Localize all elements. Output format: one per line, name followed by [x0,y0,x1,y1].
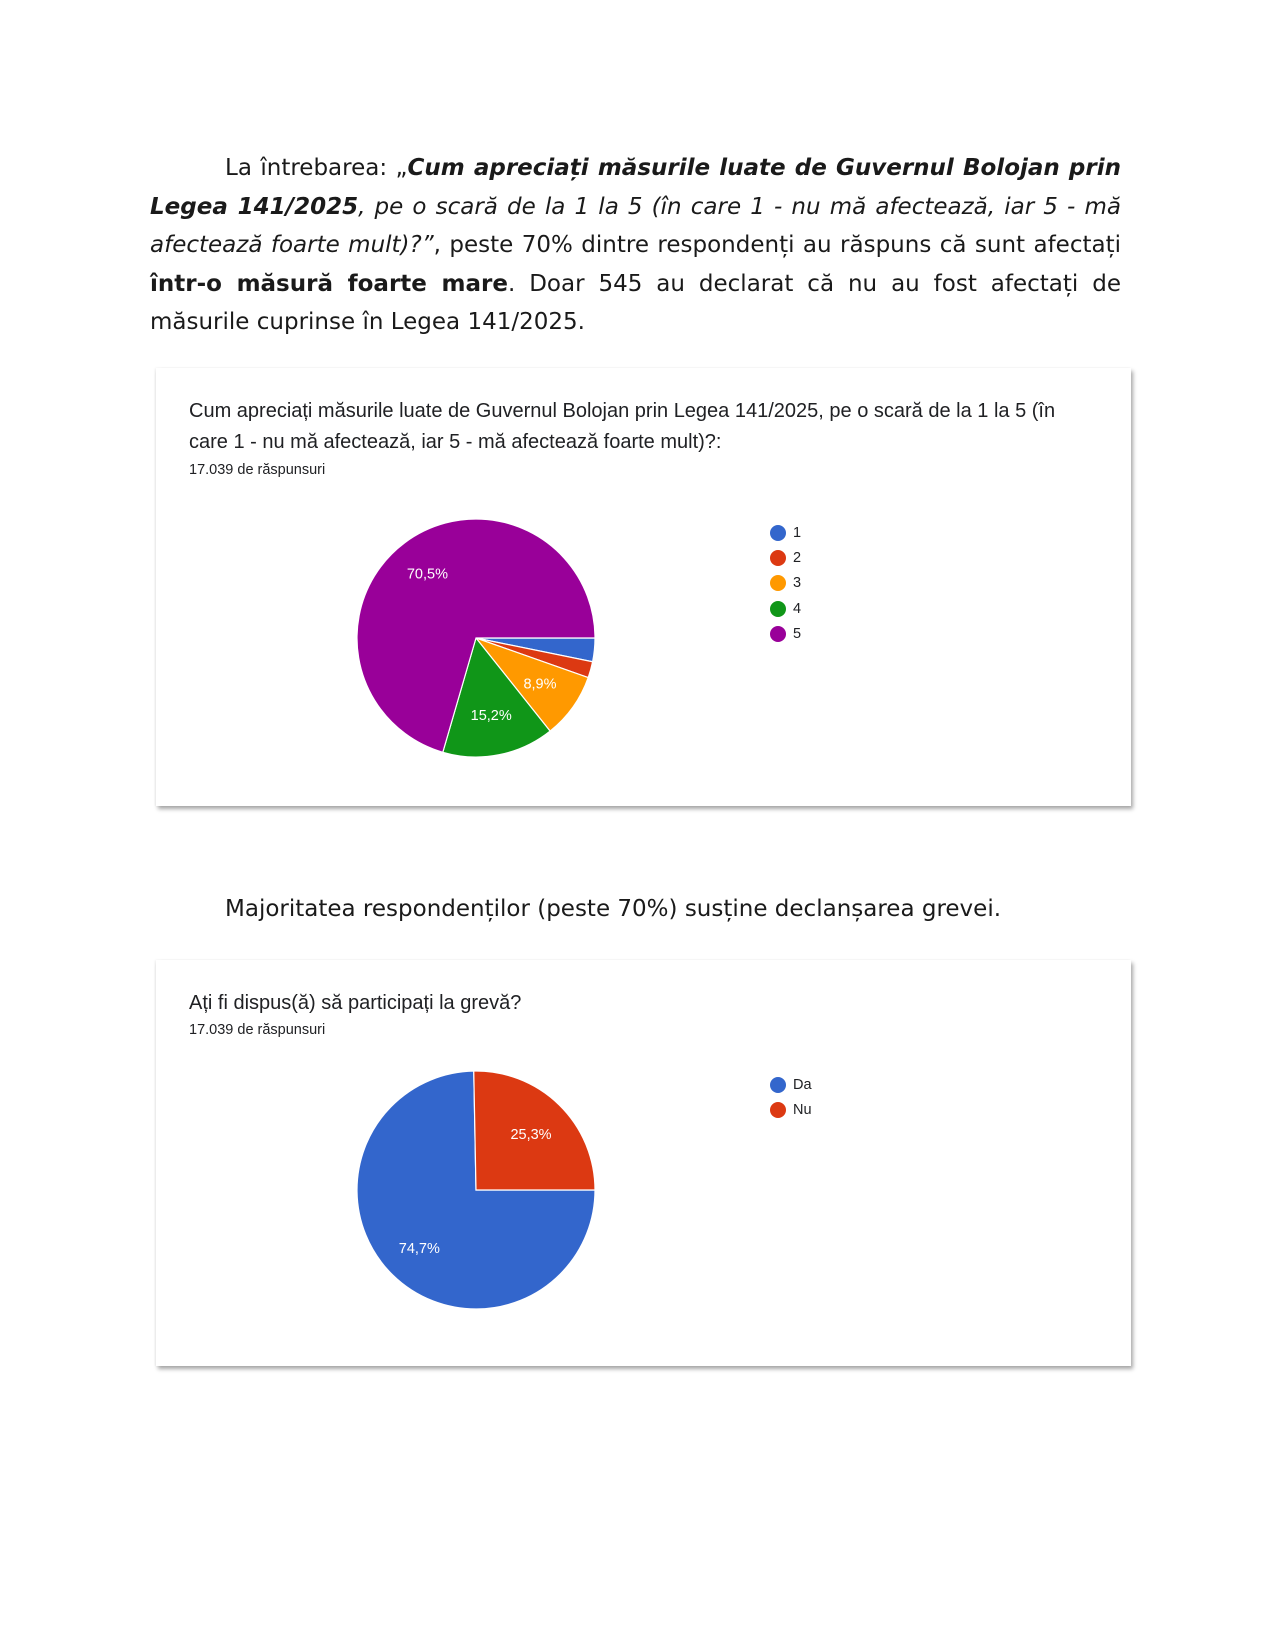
legend-label: Nu [793,1101,812,1118]
legend-label: Da [793,1076,812,1093]
legend-swatch [770,601,786,617]
pie-chart-impact [356,518,596,758]
legend-item-4[interactable] [770,596,801,621]
legend-label: 5 [793,625,802,642]
strike-paragraph: Majoritatea respondenților (peste 70%) susține declanșarea grevei. [225,896,1002,922]
legend-swatch [770,550,786,566]
chart-title: Ați fi dispus(ă) să participați la grevă? [189,992,522,1014]
chart-response-count: 17.039 de răspunsuri [189,1022,326,1038]
intro-question-rest: , pe o scară de la 1 la 5 (în care 1 - nu mă afectează, iar 5 - mă afectează foarte mult)?” [150,193,1121,258]
intro-lead: La întrebarea: „ [225,155,408,181]
legend-label: 4 [793,600,802,617]
chart-title: Cum apreciați măsurile luate de Guvernul Bolojan prin Legea 141/2025, pe o scară de la 1 la 5 (în care 1 - nu mă afectează, iar 5 - mă afectează foarte mult)?: [189,400,1056,453]
legend-label: 2 [793,549,802,566]
pie-label-5: 70,5% [406,566,448,583]
legend-item-da[interactable] [770,1072,812,1097]
intro-emphasis: într-o măsură foarte mare [150,270,508,297]
legend-swatch [770,525,786,541]
pie-label-nu: 25,3% [510,1126,552,1143]
legend-item-1[interactable] [770,520,801,545]
intro-paragraph [150,149,1121,342]
pie-label-da: 74,7% [398,1240,440,1257]
legend-label: 3 [793,575,802,592]
pie-label-3: 8,9% [523,676,557,693]
legend-label: 1 [793,524,802,541]
chart-card-strike [156,960,1131,1366]
intro-middle: , peste 70% dintre respondenți au răspuns că sunt afectați [433,232,1122,258]
chart-response-count: 17.039 de răspunsuri [189,462,326,478]
pie-chart-strike [356,1070,596,1310]
legend-swatch [770,575,786,591]
chart-legend [770,520,801,646]
chart-card-impact [156,368,1131,806]
pie-label-4: 15,2% [470,708,512,725]
legend-swatch [770,1077,786,1093]
intro-tail: . Doar 545 au declarat că nu au fost afectați de măsurile cuprinse în Legea 141/2025. [150,270,1121,335]
legend-item-2[interactable] [770,545,801,570]
intro-question-bold: Cum apreciați măsurile luate de Guvernul Bolojan prin Legea 141/2025 [150,155,1121,220]
legend-swatch [770,626,786,642]
legend-item-nu[interactable] [770,1097,812,1122]
chart-legend [770,1072,812,1123]
legend-swatch [770,1102,786,1118]
legend-item-3[interactable] [770,571,801,596]
legend-item-5[interactable] [770,621,801,646]
